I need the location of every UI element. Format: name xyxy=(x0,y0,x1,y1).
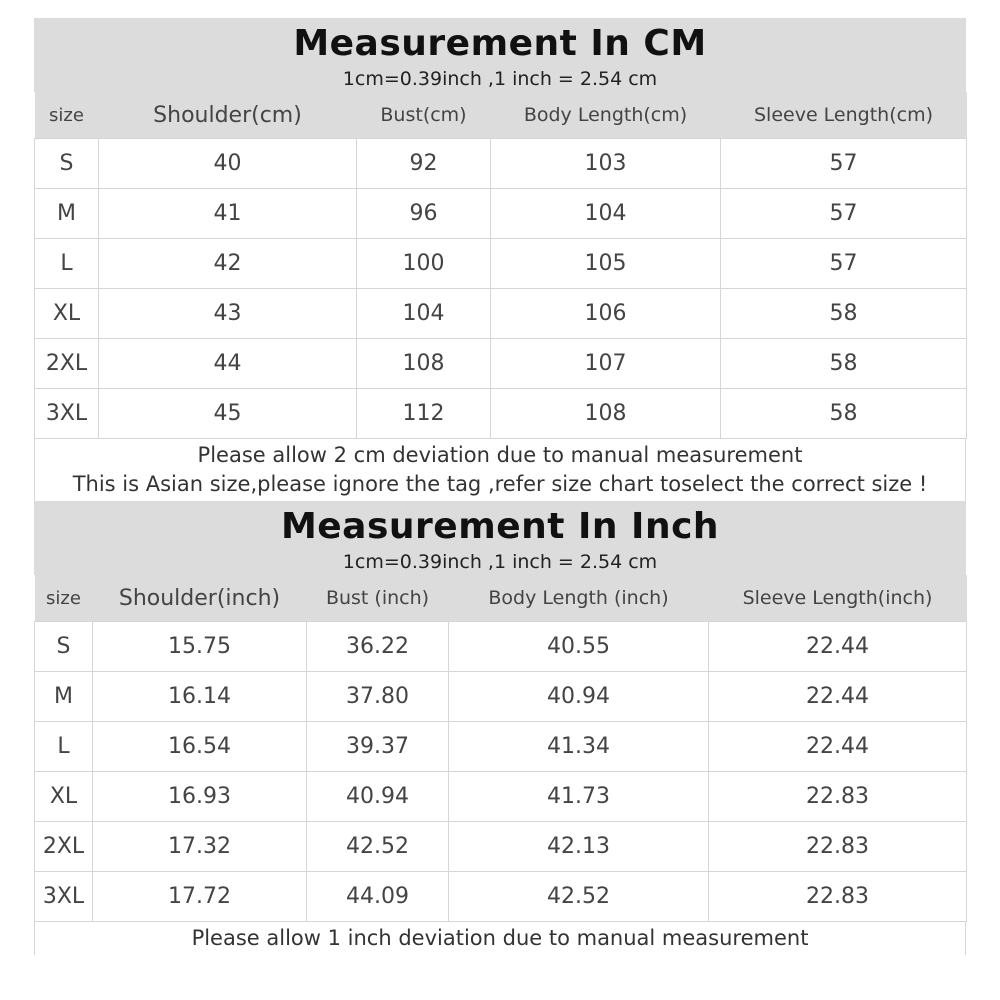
column-header-shoulder: Shoulder(cm) xyxy=(99,92,357,139)
body-length-cell: 108 xyxy=(491,389,721,439)
body-length-cell: 40.94 xyxy=(449,672,709,722)
cm-section-title: Measurement In CM xyxy=(293,23,707,64)
column-header-body-length: Body Length (inch) xyxy=(449,575,709,622)
cm-size-table xyxy=(34,92,967,439)
sleeve-length-cell: 22.83 xyxy=(709,772,967,822)
body-length-cell: 41.34 xyxy=(449,722,709,772)
cm-deviation-note xyxy=(34,439,966,501)
shoulder-cell: 17.32 xyxy=(93,822,307,872)
inch-section-title: Measurement In Inch xyxy=(280,506,720,547)
size-cell: 3XL xyxy=(35,872,93,922)
body-length-cell: 107 xyxy=(491,339,721,389)
shoulder-cell: 15.75 xyxy=(93,622,307,672)
table-row xyxy=(35,239,967,289)
deviation-note-line: Please allow 1 inch deviation due to manual measurement xyxy=(191,926,809,950)
column-header-size: size xyxy=(35,92,99,139)
size-cell: 3XL xyxy=(35,389,99,439)
size-cell: S xyxy=(35,139,99,189)
deviation-note-line: Please allow 2 cm deviation due to manual measurement xyxy=(197,443,803,467)
size-cell: S xyxy=(35,622,93,672)
inch-deviation-note xyxy=(34,922,966,955)
sleeve-length-cell: 22.44 xyxy=(709,622,967,672)
shoulder-cell: 16.54 xyxy=(93,722,307,772)
bust-cell: 37.80 xyxy=(307,672,449,722)
sleeve-length-cell: 58 xyxy=(721,389,967,439)
column-header-sleeve-length: Sleeve Length(inch) xyxy=(709,575,967,622)
sleeve-length-cell: 58 xyxy=(721,339,967,389)
table-row xyxy=(35,772,967,822)
sleeve-length-cell: 22.44 xyxy=(709,722,967,772)
size-cell: L xyxy=(35,722,93,772)
inch-conversion-note: 1cm=0.39inch ,1 inch = 2.54 cm xyxy=(342,551,658,573)
column-header-sleeve-length: Sleeve Length(cm) xyxy=(721,92,967,139)
sleeve-length-cell: 22.44 xyxy=(709,672,967,722)
column-header-bust: Bust (inch) xyxy=(307,575,449,622)
bust-cell: 39.37 xyxy=(307,722,449,772)
shoulder-cell: 45 xyxy=(99,389,357,439)
size-cell: 2XL xyxy=(35,339,99,389)
table-row xyxy=(35,722,967,772)
bust-cell: 104 xyxy=(357,289,491,339)
table-row xyxy=(35,189,967,239)
shoulder-cell: 41 xyxy=(99,189,357,239)
sleeve-length-cell: 57 xyxy=(721,189,967,239)
table-row xyxy=(35,339,967,389)
table-header-row xyxy=(35,92,967,139)
table-header-row xyxy=(35,575,967,622)
asian-size-note-line: This is Asian size,please ignore the tag ,refer size chart toselect the correct size ! xyxy=(72,472,928,496)
shoulder-cell: 17.72 xyxy=(93,872,307,922)
body-length-cell: 42.13 xyxy=(449,822,709,872)
bust-cell: 44.09 xyxy=(307,872,449,922)
table-row xyxy=(35,822,967,872)
bust-cell: 100 xyxy=(357,239,491,289)
body-length-cell: 106 xyxy=(491,289,721,339)
body-length-cell: 40.55 xyxy=(449,622,709,672)
column-header-body-length: Body Length(cm) xyxy=(491,92,721,139)
size-cell: XL xyxy=(35,289,99,339)
shoulder-cell: 40 xyxy=(99,139,357,189)
table-row xyxy=(35,289,967,339)
shoulder-cell: 43 xyxy=(99,289,357,339)
size-cell: M xyxy=(35,672,93,722)
shoulder-cell: 16.14 xyxy=(93,672,307,722)
cm-conversion-note: 1cm=0.39inch ,1 inch = 2.54 cm xyxy=(342,68,658,90)
table-row xyxy=(35,389,967,439)
sleeve-length-cell: 57 xyxy=(721,139,967,189)
shoulder-cell: 16.93 xyxy=(93,772,307,822)
body-length-cell: 42.52 xyxy=(449,872,709,922)
size-cell: 2XL xyxy=(35,822,93,872)
cm-section-header xyxy=(34,18,966,92)
bust-cell: 108 xyxy=(357,339,491,389)
table-row xyxy=(35,139,967,189)
bust-cell: 40.94 xyxy=(307,772,449,822)
table-row xyxy=(35,672,967,722)
size-cell: L xyxy=(35,239,99,289)
inch-size-table xyxy=(34,575,967,922)
inch-section-header xyxy=(34,501,966,575)
sleeve-length-cell: 57 xyxy=(721,239,967,289)
sleeve-length-cell: 22.83 xyxy=(709,822,967,872)
bust-cell: 92 xyxy=(357,139,491,189)
bust-cell: 42.52 xyxy=(307,822,449,872)
sleeve-length-cell: 58 xyxy=(721,289,967,339)
body-length-cell: 104 xyxy=(491,189,721,239)
body-length-cell: 105 xyxy=(491,239,721,289)
body-length-cell: 41.73 xyxy=(449,772,709,822)
body-length-cell: 103 xyxy=(491,139,721,189)
table-row xyxy=(35,872,967,922)
size-chart xyxy=(34,18,966,955)
size-cell: XL xyxy=(35,772,93,822)
column-header-bust: Bust(cm) xyxy=(357,92,491,139)
column-header-shoulder: Shoulder(inch) xyxy=(93,575,307,622)
column-header-size: size xyxy=(35,575,93,622)
table-row xyxy=(35,622,967,672)
shoulder-cell: 42 xyxy=(99,239,357,289)
sleeve-length-cell: 22.83 xyxy=(709,872,967,922)
bust-cell: 36.22 xyxy=(307,622,449,672)
bust-cell: 112 xyxy=(357,389,491,439)
size-cell: M xyxy=(35,189,99,239)
bust-cell: 96 xyxy=(357,189,491,239)
shoulder-cell: 44 xyxy=(99,339,357,389)
